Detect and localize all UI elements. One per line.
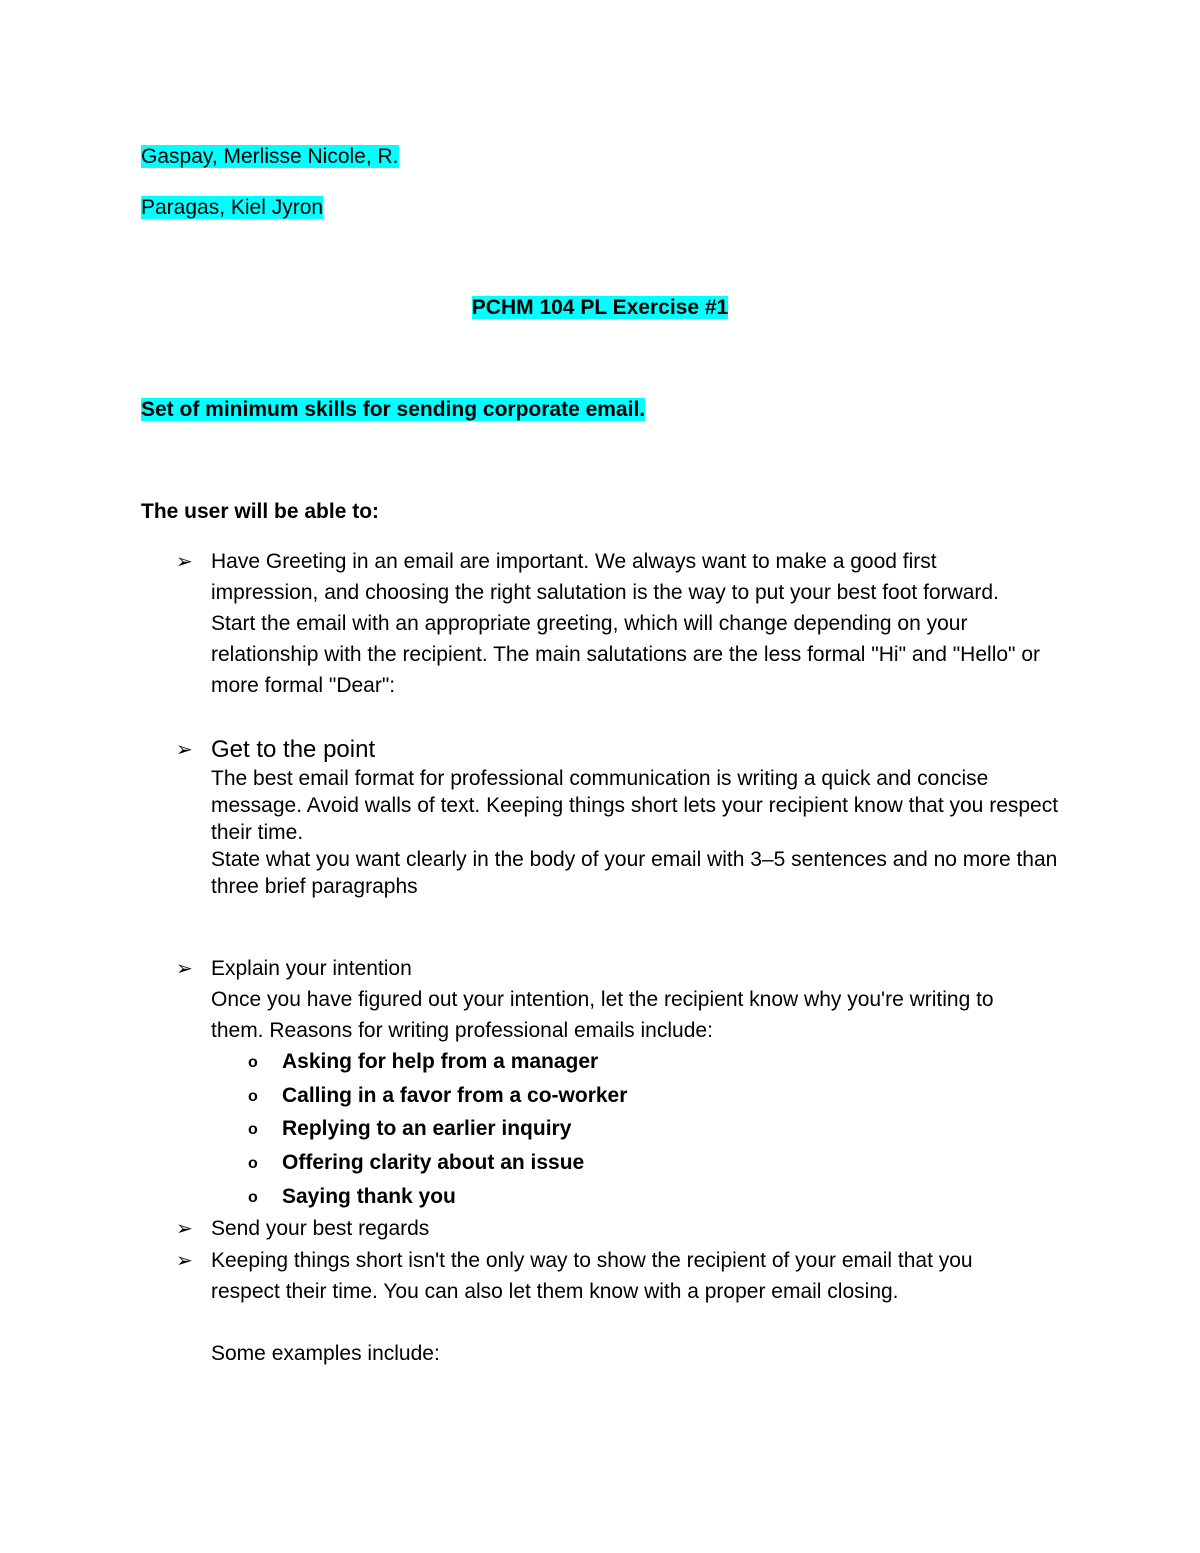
author-line-2: Paragas, Kiel Jyron: [141, 196, 324, 219]
bullet-intention-heading: Explain your intention: [211, 957, 412, 980]
list-item: Calling in a favor from a co-worker: [282, 1084, 628, 1107]
bullet-closing-text: Keeping things short isn't the only way to show the recipient of your email that you respect their time. You can also let them know with a proper email closing.: [211, 1249, 973, 1303]
list-item: Offering clarity about an issue: [282, 1151, 585, 1174]
bullet-get-to-point-text: The best email format for professional communication is writing a quick and concise message. Avoid walls of text. Keeping things short lets your recipient know that you respect their time.: [211, 767, 1059, 844]
bullet-greeting-text: Have Greeting in an email are important. We always want to make a good first impression, and choosing the right salutation is the way to put your best foot forward. Start the email with an appropriate greeting, which will change depending on your relationship with the recipient. The main salutations are the less formal "Hi" and "Hello" or more formal "Dear":: [211, 550, 1040, 697]
bullet-get-to-point-heading: Get to the point: [211, 736, 376, 763]
arrow-bullet-icon: ➢: [176, 956, 193, 980]
intro-heading: The user will be able to:: [141, 500, 380, 523]
circle-bullet-icon: o: [248, 1054, 258, 1071]
bullet-get-to-point-text-2: State what you want clearly in the body of your email with 3–5 sentences and no more than three brief paragraphs: [211, 848, 1058, 898]
circle-bullet-icon: o: [248, 1088, 258, 1105]
circle-bullet-icon: o: [248, 1121, 258, 1138]
circle-bullet-icon: o: [248, 1155, 258, 1172]
document-subtitle: Set of minimum skills for sending corporate email.: [141, 398, 646, 421]
arrow-bullet-icon: ➢: [176, 549, 193, 573]
bullet-regards-text: Send your best regards: [211, 1217, 430, 1240]
list-item: Replying to an earlier inquiry: [282, 1117, 572, 1140]
bullet-intention-text: Once you have figured out your intention, let the recipient know why you're writing to them. Reasons for writing professional emails include:: [211, 988, 994, 1042]
examples-intro: Some examples include:: [211, 1342, 440, 1365]
document-title: PCHM 104 PL Exercise #1: [471, 296, 729, 319]
arrow-bullet-icon: ➢: [176, 1216, 193, 1240]
list-item: Saying thank you: [282, 1185, 456, 1208]
circle-bullet-icon: o: [248, 1189, 258, 1206]
arrow-bullet-icon: ➢: [176, 737, 193, 761]
arrow-bullet-icon: ➢: [176, 1248, 193, 1272]
author-line-1: Gaspay, Merlisse Nicole, R.: [141, 145, 399, 168]
list-item: Asking for help from a manager: [282, 1050, 599, 1073]
